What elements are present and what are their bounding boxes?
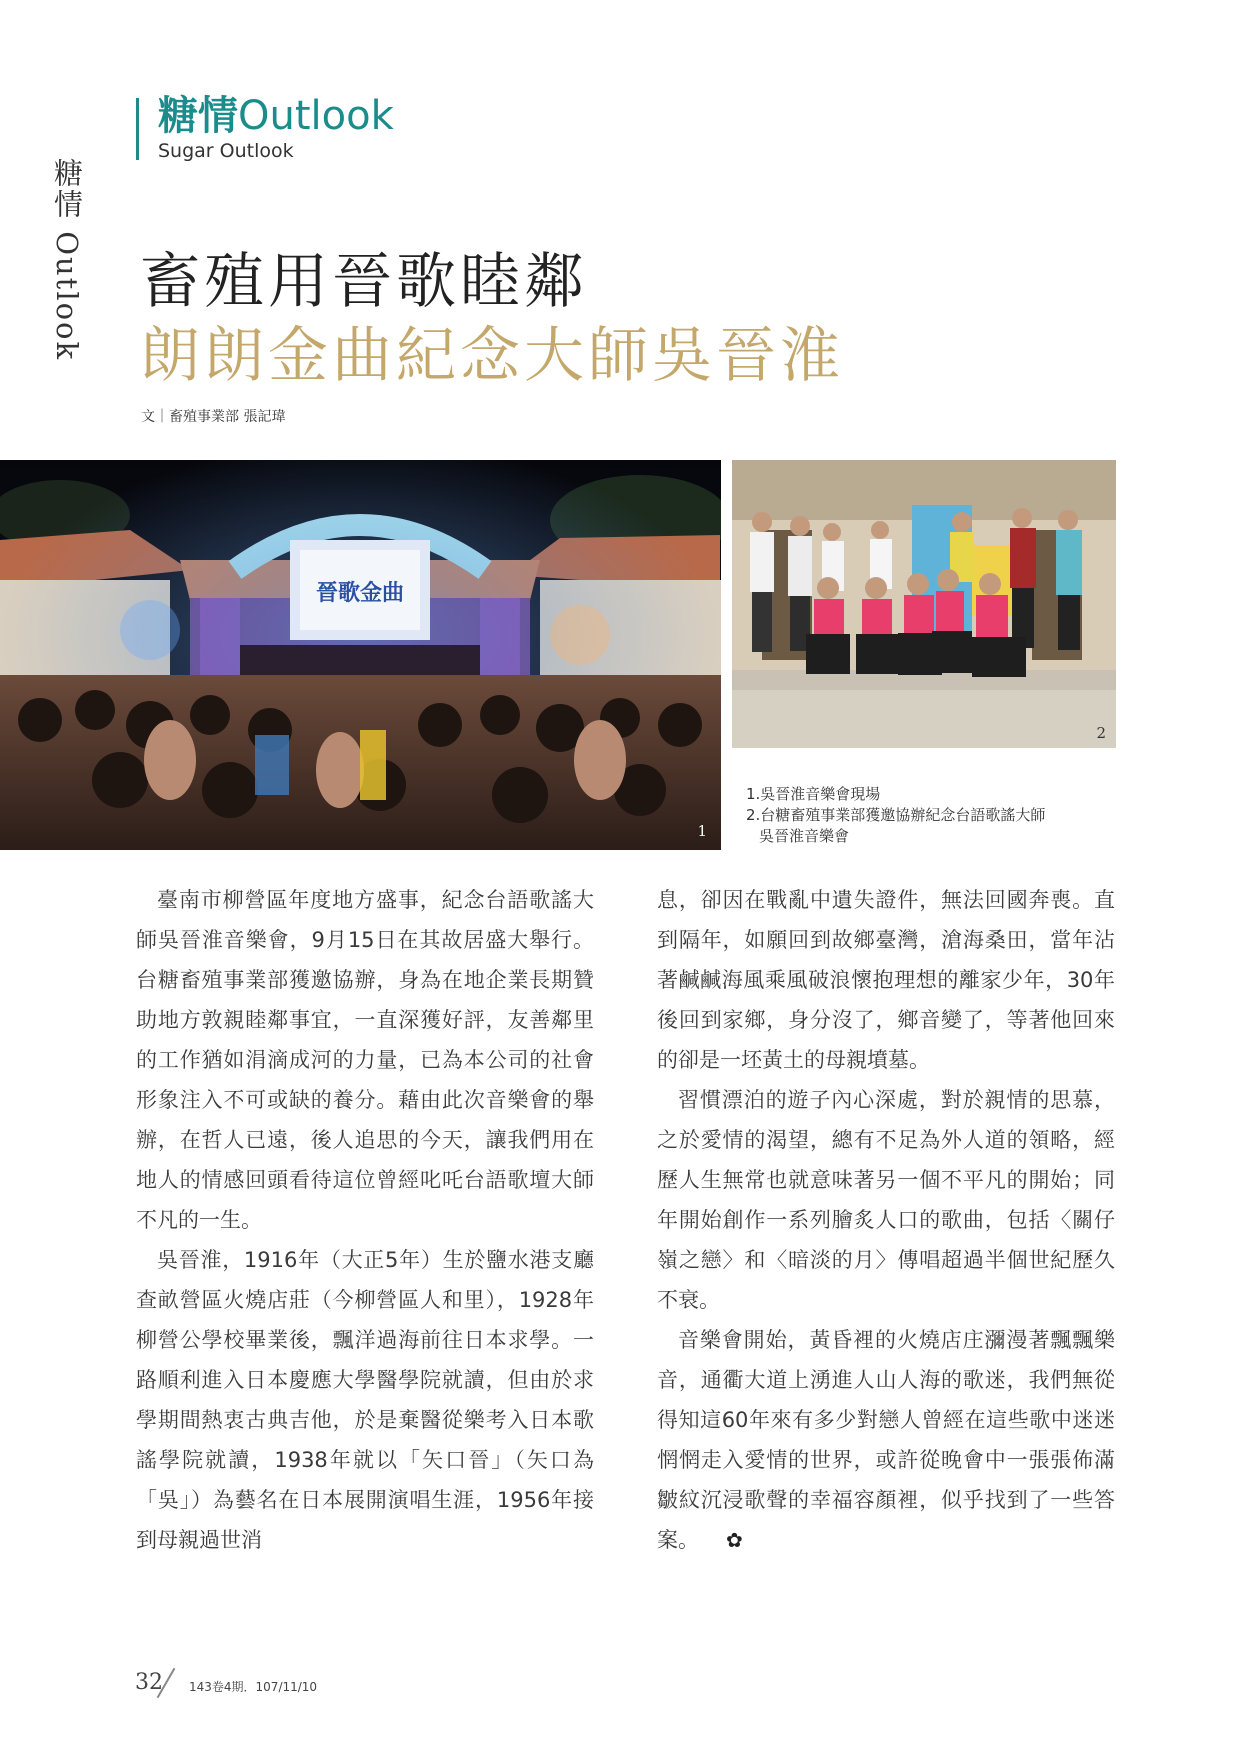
page-number: 32 (135, 1670, 163, 1695)
caption-2-line-1: 2.台糖畜殖事業部獲邀協辦紀念台語歌謠大師 (746, 806, 1046, 824)
paragraph-1: 臺南市柳營區年度地方盛事，紀念台語歌謠大師吳晉淮音樂會，9月15日在其故居盛大舉行。台糖畜殖事業部獲邀協辦，身為在地企業長期贊助地方敦親睦鄰事宜，一直深獲好評，友善鄰里的工作猶如涓滴成河的力量，已為本公司的社會形象注入不可或缺的養分。藉由此次音樂會的舉辦，在哲人已遠，後人追思的今天，讓我們用在地人的情感回頭看待這位曾經叱吒台語歌壇大師不凡的一生。 (136, 888, 594, 1232)
photo-captions (746, 784, 1045, 847)
headline-line-1: 畜殖用晉歌睦鄰 (140, 247, 588, 317)
group-photo (732, 460, 1116, 748)
stage-banner-text: 晉歌金曲 (315, 581, 405, 606)
byline: 文｜畜殖事業部 張記瑋 (141, 409, 286, 425)
flower-end-mark-icon: ✿ (726, 1528, 743, 1552)
headline-line-2: 朗朗金曲紀念大師吳晉淮 (140, 321, 844, 391)
group-photo-illustration (732, 460, 1116, 748)
issue-info: 143卷4期．107/11/10 (189, 1680, 318, 1694)
paragraph-4 (657, 1320, 1115, 1560)
section-title (158, 93, 394, 139)
section-title-zh: 糖情 (158, 93, 238, 139)
article-column-right (657, 880, 1115, 1560)
paragraph-3: 習慣漂泊的遊子內心深處，對於親情的思慕，之於愛情的渴望，總有不足為外人道的領略，經歷人生無常也就意味著另一個不平凡的開始；同年開始創作一系列膾炙人口的歌曲，包括〈關仔嶺之戀〉和〈暗淡的月〉傳唱超過半個世紀歷久不衰。 (657, 1088, 1115, 1312)
paragraph-2: 吳晉淮，1916年（大正5年）生於鹽水港支廳查畝營區火燒店莊（今柳營區人和里），1928年柳營公學校畢業後，飄洋過海前往日本求學。一路順利進入日本慶應大學醫學院就讀，但由於求學期間熱衷古典吉他，於是棄醫從樂考入日本歌謠學院就讀，1938年就以「矢口晉」（矢口為「吳」）為藝名在日本展開演唱生涯，1956年接到母親過世消 (136, 1248, 594, 1552)
sidebar-vertical-title: 糖情 Outlook (50, 158, 84, 362)
photo-2-number: 2 (1096, 724, 1106, 742)
section-subtitle: Sugar Outlook (158, 140, 294, 162)
caption-1: 1.吳晉淮音樂會現場 (746, 785, 881, 803)
page-footer (135, 1670, 318, 1695)
paragraph-4-text: 音樂會開始，黃昏裡的火燒店庄瀰漫著飄飄樂音，通衢大道上湧進人山人海的歌迷，我們無從得知這60年來有多少對戀人曾經在這些歌中迷迷惘惘走入愛情的世界，或許從晚會中一張張佈滿皺紋沉浸歌聲的幸福容顏裡，似乎找到了一些答案。 (657, 1328, 1115, 1552)
article-column-left (136, 880, 594, 1560)
concert-photo (0, 460, 721, 850)
photo-1-number: 1 (697, 822, 707, 840)
section-title-en: Outlook (238, 93, 394, 139)
section-accent-bar (136, 98, 139, 160)
caption-2-line-2: 吳晉淮音樂會 (759, 827, 850, 845)
paragraph-2-continued: 息，卻因在戰亂中遺失證件，無法回國奔喪。直到隔年，如願回到故鄉臺灣，滄海桑田，當年沾著鹹鹹海風乘風破浪懷抱理想的離家少年，30年後回到家鄉，身分沒了，鄉音變了，等著他回來的卻是一坯黃土的母親墳墓。 (657, 888, 1115, 1072)
concert-photo-illustration (0, 460, 721, 850)
